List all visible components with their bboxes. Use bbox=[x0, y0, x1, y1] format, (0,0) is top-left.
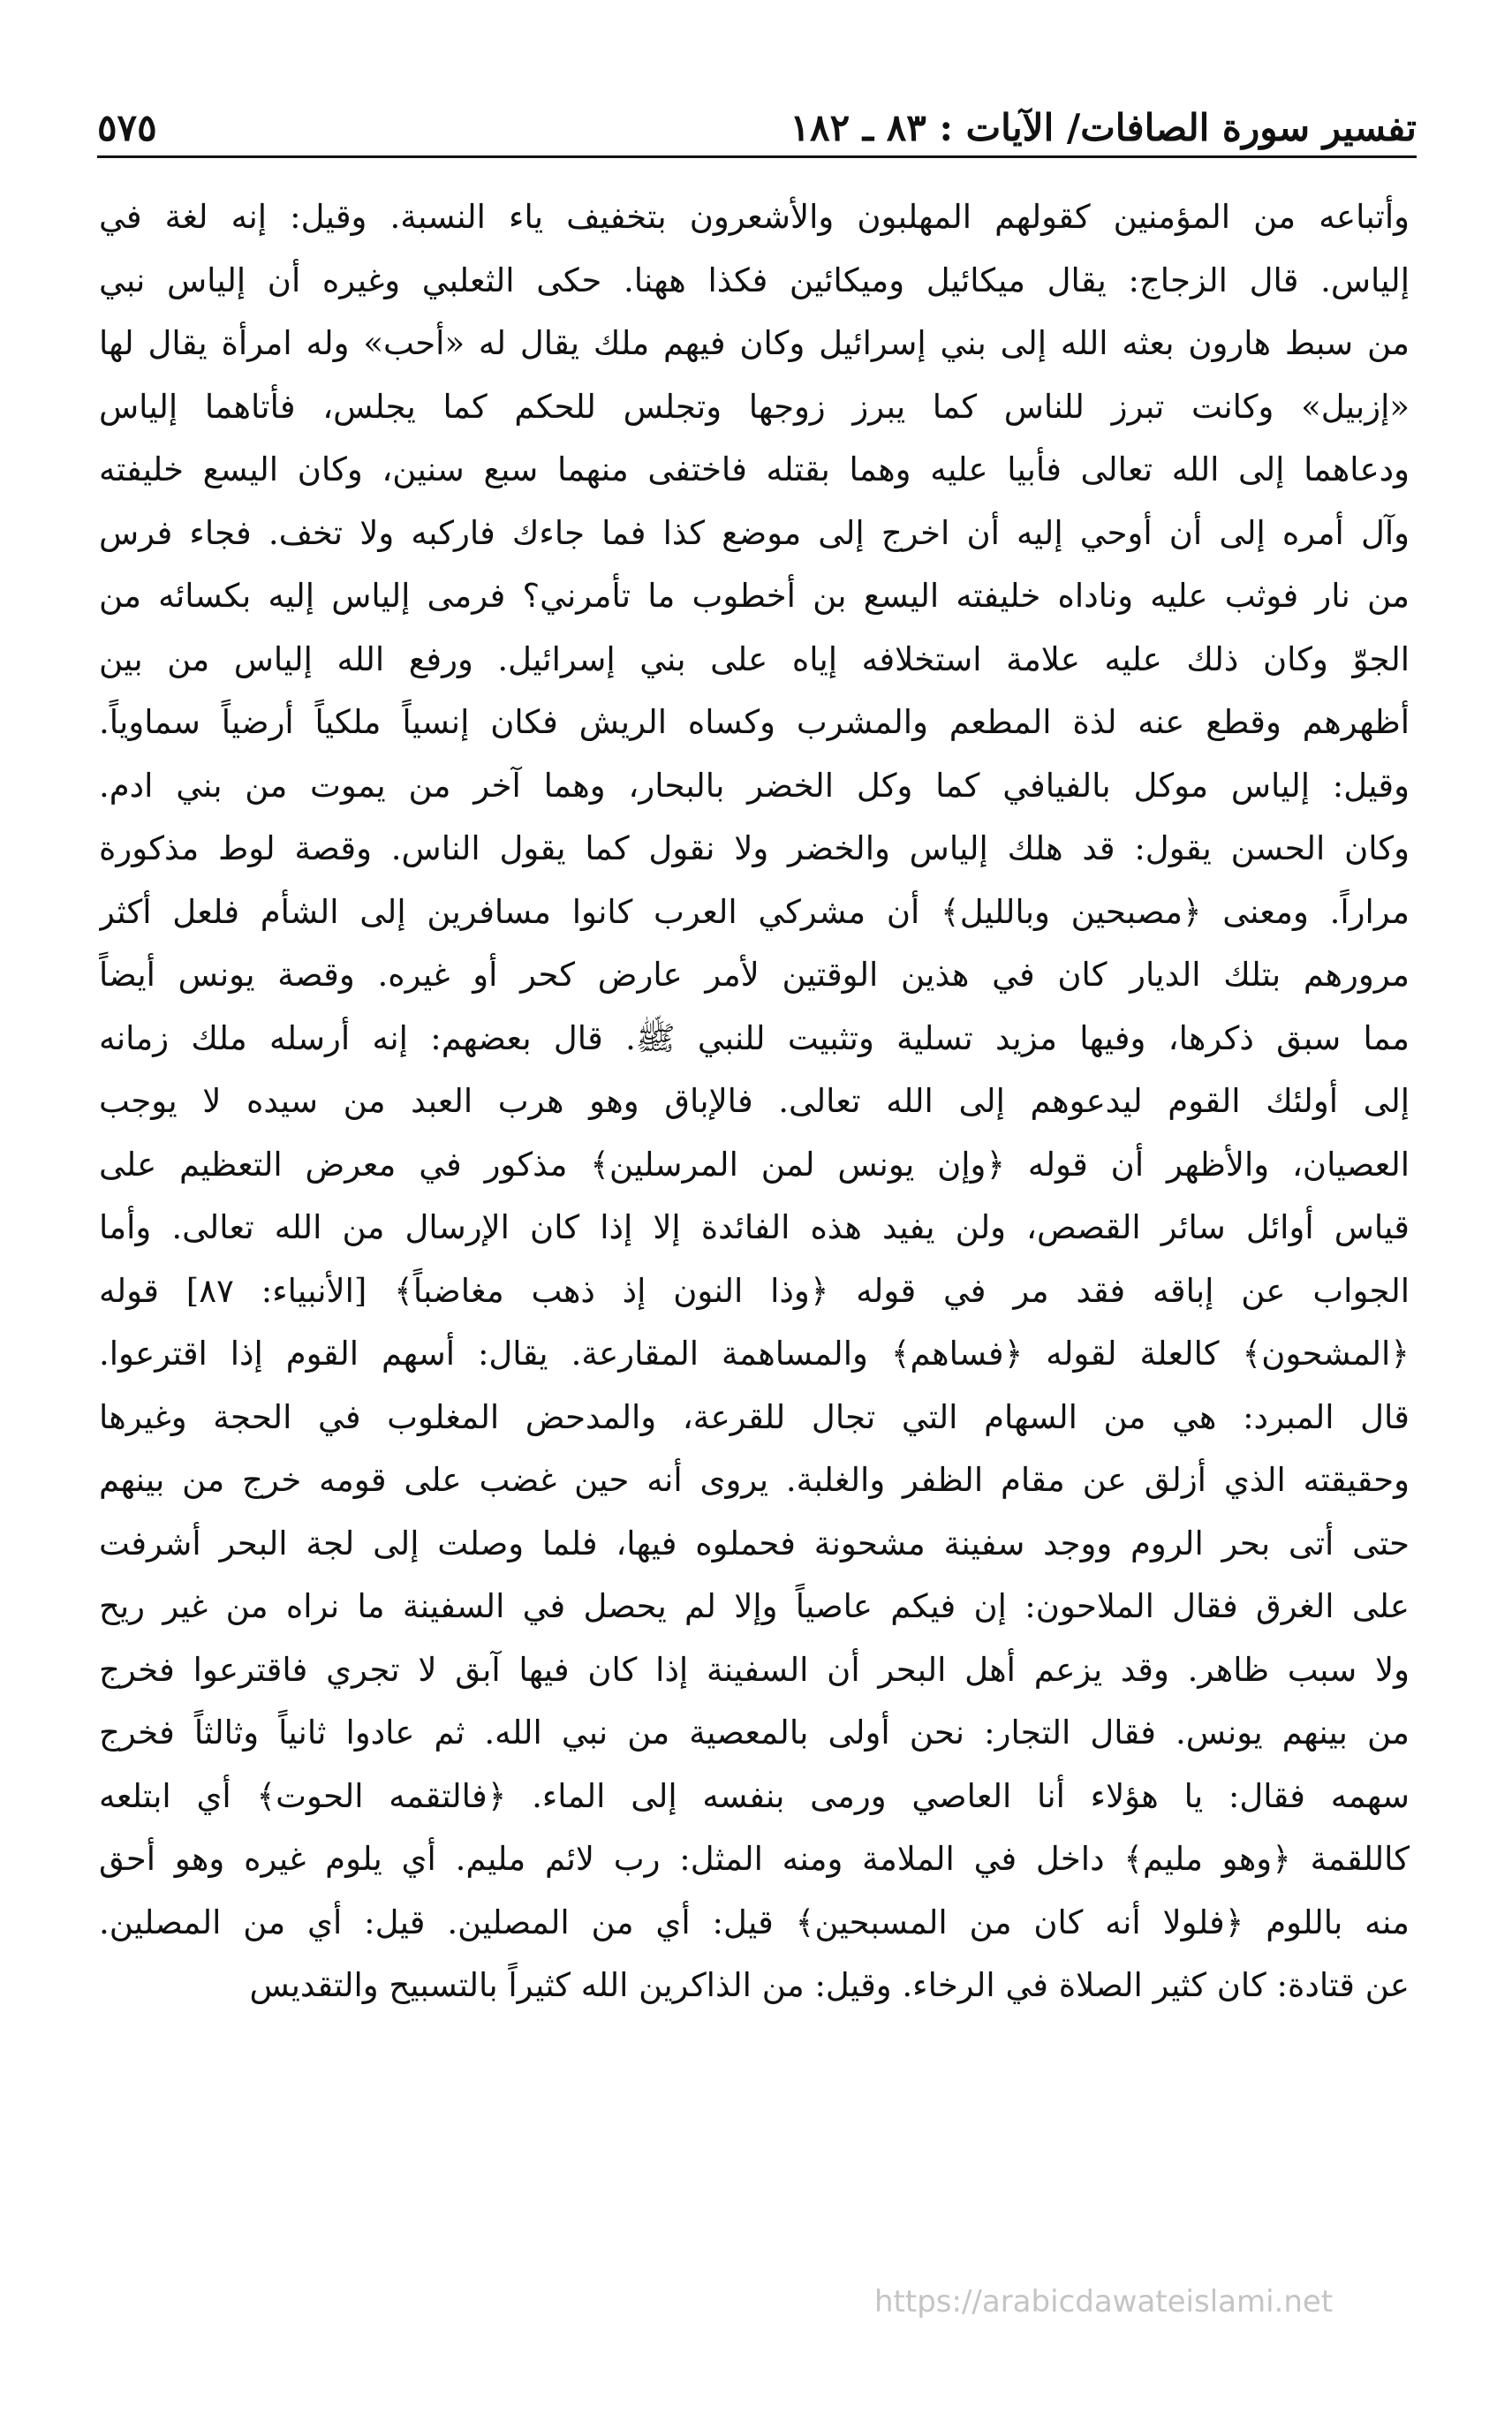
text-line: وآل أمره إلى أن أوحي إليه أن اخرج إلى موضع كذا فما جاءك فاركبه ولا تخف. فجاء فرس bbox=[99, 513, 1410, 552]
text-line: على الغرق فقال الملاحون: إن فيكم عاصياً وإلا لم يحصل في السفينة ما نراه من غير ريح bbox=[99, 1587, 1410, 1625]
text-line: وأتباعه من المؤمنين كقولهم المهلبون والأشعرون بتخفيف ياء النسبة. وقيل: إنه لغة في bbox=[99, 198, 1410, 236]
page-header bbox=[97, 85, 1417, 147]
commentary-text bbox=[99, 185, 1410, 2017]
text-line: الجواب عن إباقه فقد مر في قوله ﴿وذا النون إذ ذهب مغاضباً﴾ [الأنبياء: ٨٧] قوله bbox=[99, 1271, 1410, 1310]
text-line: قال المبرد: هي من السهام التي تجال للقرعة، والمدحض المغلوب في الحجة وغيرها bbox=[99, 1397, 1410, 1436]
text-line: العصيان، والأظهر أن قوله ﴿وإن يونس لمن المرسلين﴾ مذكور في معرض التعظيم على bbox=[99, 1145, 1410, 1184]
header-divider bbox=[97, 155, 1417, 158]
text-line: ولا سبب ظاهر. وقد يزعم أهل البحر أن السفينة إذا كان فيها آبق لا تجري فاقترعوا فخرج bbox=[99, 1650, 1410, 1689]
text-line: ودعاهما إلى الله تعالى فأبيا عليه وهما بقتله فاختفى منهما سبع سنين، وكان اليسع خليفته bbox=[99, 450, 1410, 488]
text-line: مما سبق ذكرها، وفيها مزيد تسلية وتثبيت للنبي ﷺ. قال بعضهم: إنه أرسله ملك زمانه bbox=[99, 1018, 1410, 1057]
text-line: مرورهم بتلك الديار كان في هذين الوقتين لأمر عارض كحر أو غيره. وقصة يونس أيضاً bbox=[99, 956, 1410, 994]
text-line: ﴿المشحون﴾ كالعلة لقوله ﴿فساهم﴾ والمساهمة المقارعة. يقال: أسهم القوم إذا اقترعوا. bbox=[99, 1335, 1410, 1373]
text-line: حتى أتى بحر الروم ووجد سفينة مشحونة فحملوه فيها، فلما وصلت إلى لجة البحر أشرفت bbox=[99, 1524, 1410, 1563]
text-line: وحقيقته الذي أزلق عن مقام الظفر والغلبة. يروى أنه حين غضب على قومه خرج من بينهم bbox=[99, 1461, 1410, 1499]
text-line: من نار فوثب عليه وناداه خليفته اليسع بن أخطوب ما تأمرني؟ فرمى إلياس إليه بكسائه من bbox=[99, 577, 1410, 615]
text-line: الجوّ وكان ذلك عليه علامة استخلافه إياه على بني إسرائيل. ورفع الله إلياس من بين bbox=[99, 639, 1410, 678]
text-line: وقيل: إلياس موكل بالفيافي كما وكل الخضر بالبحار، وهما آخر من يموت من بني ادم. bbox=[99, 766, 1410, 805]
text-line: «إزبيل» وكانت تبرز للناس كما يبرز زوجها وتجلس للحكم كما يجلس، فأتاهما إلياس bbox=[99, 387, 1410, 426]
text-line: سهمه فقال: يا هؤلاء أنا العاصي ورمى بنفسه إلى الماء. ﴿فالتقمه الحوت﴾ أي ابتلعه bbox=[99, 1776, 1410, 1815]
text-line: إلياس. قال الزجاج: يقال ميكائيل وميكائين فكذا ههنا. حكى الثعلبي وغيره أن إلياس نبي bbox=[99, 261, 1410, 299]
text-line: من سبط هارون بعثه الله إلى بني إسرائيل وكان فيهم ملك يقال له «أحب» وله امرأة يقال لها bbox=[99, 324, 1410, 362]
running-title: تفسير سورة الصافات/ الآيات : ٨٣ ـ ١٨٢ bbox=[790, 106, 1417, 149]
text-line: قياس أوائل سائر القصص، ولن يفيد هذه الفائدة إلا إذا كان الإرسال من الله تعالى. وأما bbox=[99, 1208, 1410, 1246]
text-line: من بينهم يونس. فقال التجار: نحن أولى بالمعصية من نبي الله. ثم عادوا ثانياً وثالثاً فخرج bbox=[99, 1714, 1410, 1752]
text-line: إلى أولئك القوم ليدعوهم إلى الله تعالى. فالإباق وهو هرب العبد من سيده لا يوجب bbox=[99, 1082, 1410, 1120]
page-number: ٥٧٥ bbox=[97, 106, 157, 149]
text-line: منه باللوم ﴿فلولا أنه كان من المسبحين﴾ قيل: أي من المصلين. قيل: أي من المصلين. bbox=[99, 1903, 1410, 1941]
text-line: كاللقمة ﴿وهو مليم﴾ داخل في الملامة ومنه المثل: رب لائم مليم. أي يلوم غيره وهو أحق bbox=[99, 1840, 1410, 1878]
text-line: عن قتادة: كان كثير الصلاة في الرخاء. وقيل: من الذاكرين الله كثيراً بالتسبيح والتقديس bbox=[249, 1966, 1410, 2004]
text-line: وكان الحسن يقول: قد هلك إلياس والخضر ولا نقول كما يقول الناس. وقصة لوط مذكورة bbox=[99, 829, 1410, 867]
text-line: مراراً. ومعنى ﴿مصبحين وبالليل﴾ أن مشركي العرب كانوا مسافرين إلى الشأم فلعل أكثر bbox=[99, 892, 1410, 931]
source-watermark: https://arabicdawateislami.net bbox=[874, 2284, 1334, 2319]
text-line: أظهرهم وقطع عنه لذة المطعم والمشرب وكساه الريش فكان إنسياً ملكياً أرضياً سماوياً. bbox=[99, 703, 1410, 741]
